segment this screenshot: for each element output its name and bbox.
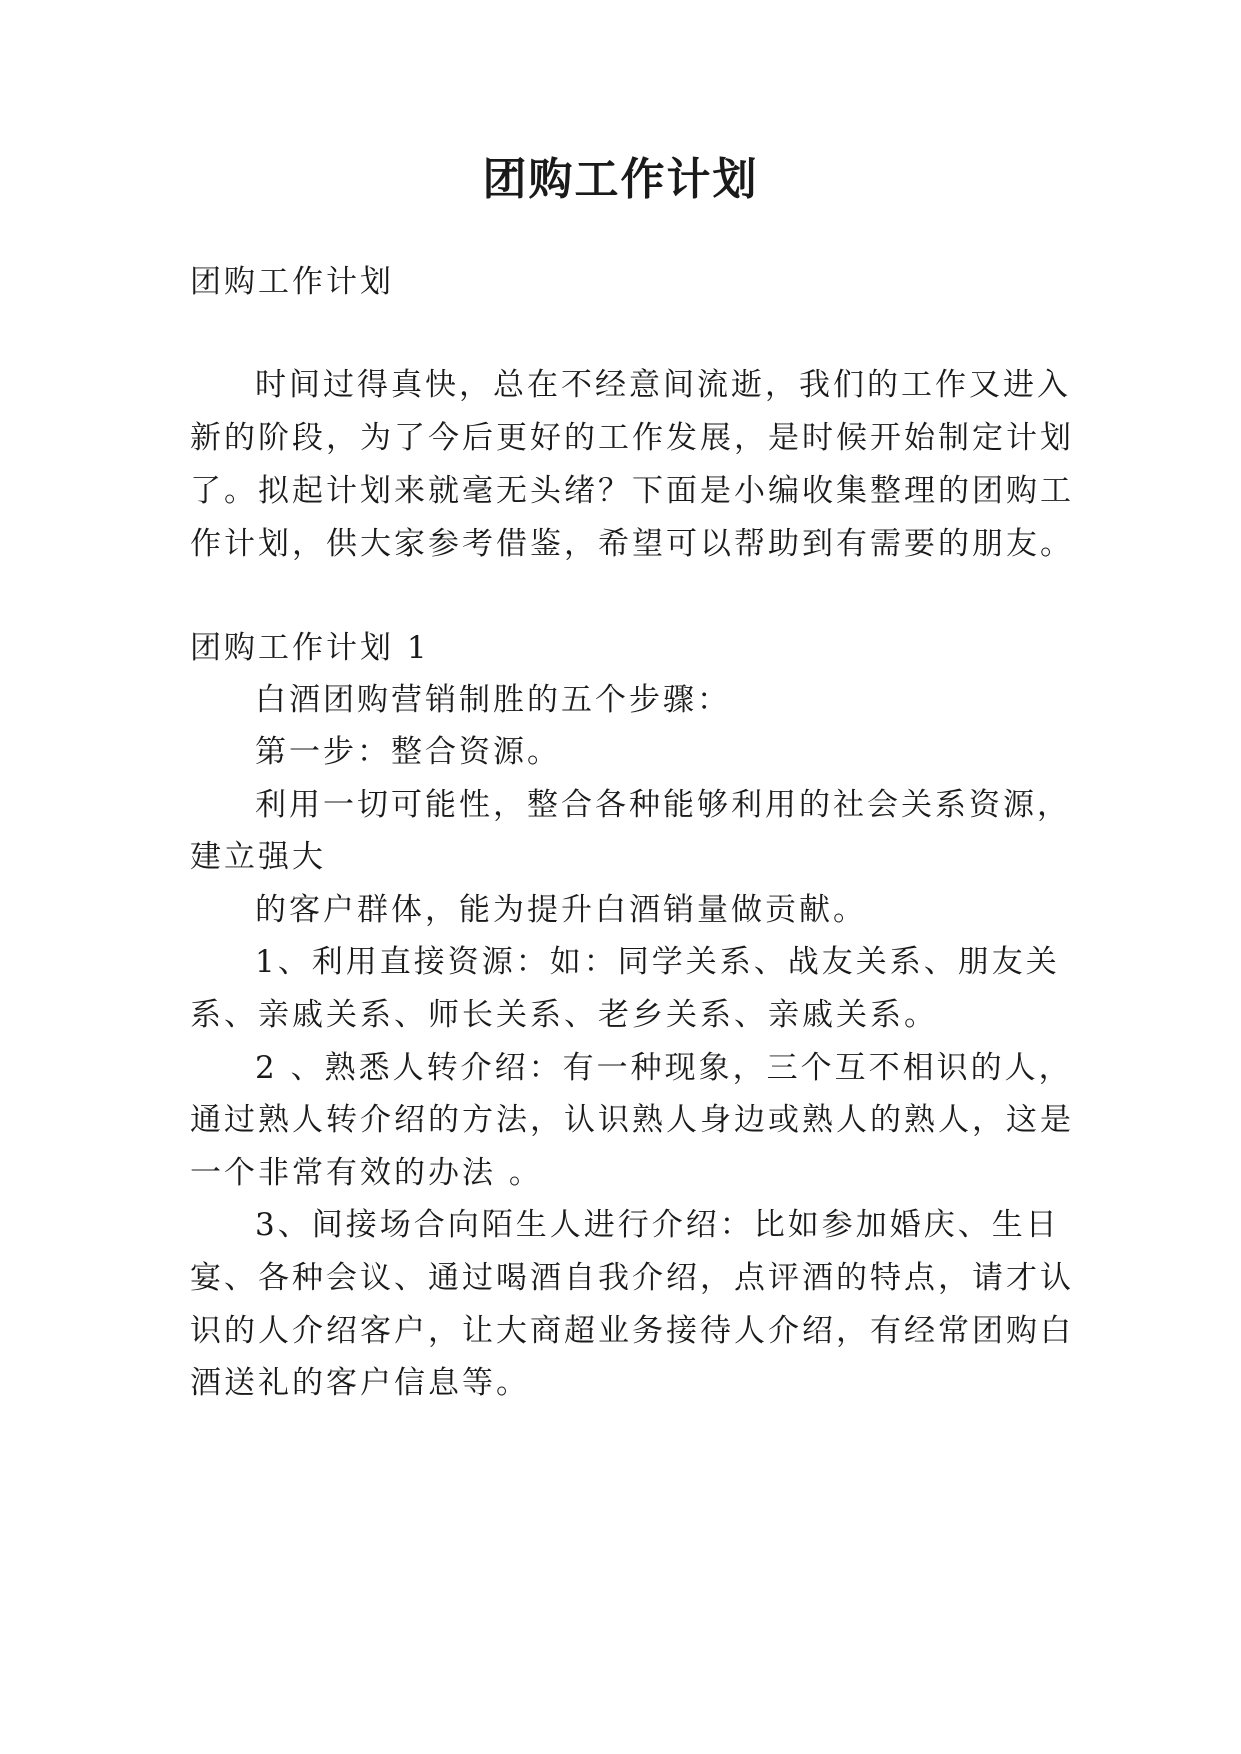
body-line: 系、亲戚关系、师长关系、老乡关系、亲戚关系。 xyxy=(190,997,938,1033)
body-line: 的客户群体，能为提升白酒销量做贡献。 xyxy=(255,892,867,928)
body-line: 白酒团购营销制胜的五个步骤： xyxy=(255,682,731,718)
intro-line: 了。拟起计划来就毫无头绪？下面是小编收集整理的团购工 xyxy=(190,473,1074,509)
body-line: 建立强大 xyxy=(190,839,326,875)
body-line: 通过熟人转介绍的方法，认识熟人身边或熟人的熟人，这是 xyxy=(190,1102,1074,1138)
body-line: 第一步：整合资源。 xyxy=(255,734,561,770)
body-line: 利用一切可能性，整合各种能够利用的社会关系资源， xyxy=(255,787,1071,823)
body-line: 一个非常有效的办法 。 xyxy=(190,1155,543,1191)
intro-line: 新的阶段，为了今后更好的工作发展，是时候开始制定计划 xyxy=(190,420,1074,456)
body-line: 识的人介绍客户，让大商超业务接待人介绍，有经常团购白 xyxy=(190,1313,1074,1349)
intro-line: 作计划，供大家参考借鉴，希望可以帮助到有需要的朋友。 xyxy=(190,526,1074,562)
intro-line: 时间过得真快，总在不经意间流逝，我们的工作又进入 xyxy=(255,367,1071,403)
document-subtitle: 团购工作计划 xyxy=(190,264,394,300)
body-line: 酒送礼的客户信息等。 xyxy=(190,1365,530,1401)
body-line: 2 、熟悉人转介绍：有一种现象，三个互不相识的人， xyxy=(255,1050,1073,1086)
section-heading: 团购工作计划 1 xyxy=(190,630,430,666)
body-line: 宴、各种会议、通过喝酒自我介绍，点评酒的特点，请才认 xyxy=(190,1260,1074,1296)
body-line: 3、间接场合向陌生人进行介绍：比如参加婚庆、生日 xyxy=(255,1207,1060,1243)
body-line: 1、利用直接资源：如：同学关系、战友关系、朋友关 xyxy=(255,944,1060,980)
document-title: 团购工作计划 xyxy=(482,154,759,205)
